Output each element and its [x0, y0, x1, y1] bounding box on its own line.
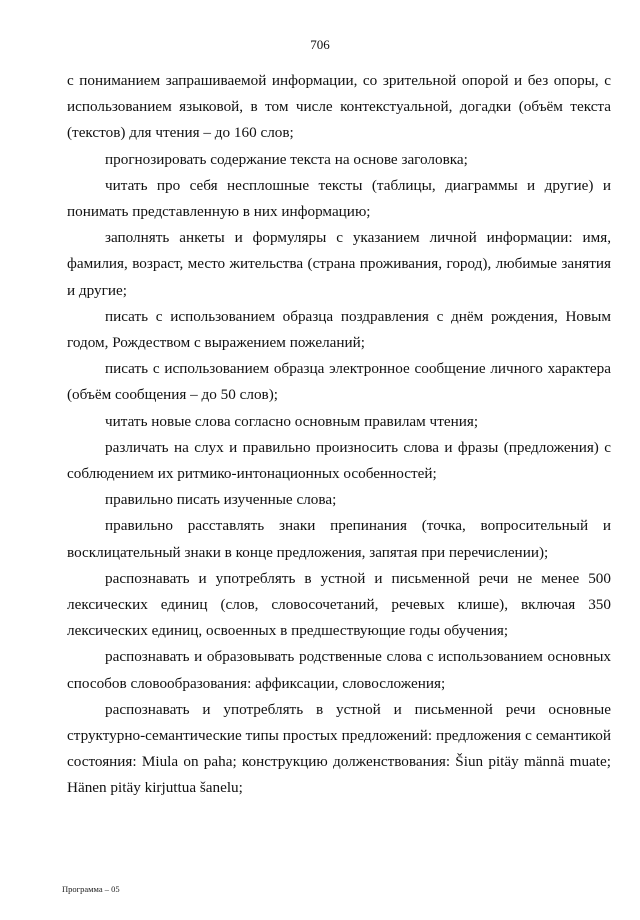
- paragraph: правильно расставлять знаки препинания (точка, вопросительный и восклицательный знаки в конце предложения, запятая при перечислении);: [67, 517, 611, 561]
- page-footer: Программа – 05: [62, 884, 120, 894]
- body-text: [67, 68, 611, 802]
- page-number: 706: [310, 37, 330, 52]
- paragraph: заполнять анкеты и формуляры с указанием личной информации: имя, фамилия, возраст, место жительства (страна проживания, город), любимые занятия и другие;: [67, 229, 611, 299]
- paragraph: с пониманием запрашиваемой информации, со зрительной опорой и без опоры, с использованием языковой, в том числе контекстуальной, догадки (объём текста (текстов) для чтения – до 160 слов;: [67, 72, 611, 142]
- paragraph: прогнозировать содержание текста на основе заголовка;: [105, 150, 468, 168]
- paragraph: распознавать и употреблять в устной и письменной речи не менее 500 лексических единиц (слов, словосочетаний, речевых клише), включая 350 лексических единиц, освоенных в предшествующие годы обучения;: [67, 569, 611, 640]
- paragraph: писать с использованием образца поздравления с днём рождения, Новым годом, Рождеством с выражением пожеланий;: [67, 307, 611, 352]
- paragraph: различать на слух и правильно произносить слова и фразы (предложения) с соблюдением их ритмико-интонационных особенностей;: [67, 438, 611, 483]
- paragraph: правильно писать изученные слова;: [105, 491, 337, 509]
- paragraph: распознавать и употреблять в устной и письменной речи основные структурно-семантические типы простых предложений: предложения с семантикой состояния: Miula on paha; конструкцию долженствования: Šiun pitäy männä muate; Hänen pitäy kirjuttua šanelu;: [67, 700, 611, 797]
- paragraph: читать про себя несплошные тексты (таблицы, диаграммы и другие) и понимать представленную в них информацию;: [67, 176, 611, 221]
- paragraph: распознавать и образовывать родственные слова с использованием основных способов словообразования: аффиксации, словосложения;: [67, 648, 611, 692]
- paragraph: читать новые слова согласно основным правилам чтения;: [105, 412, 479, 430]
- paragraph: писать с использованием образца электронное сообщение личного характера (объём сообщения – до 50 слов);: [67, 360, 611, 404]
